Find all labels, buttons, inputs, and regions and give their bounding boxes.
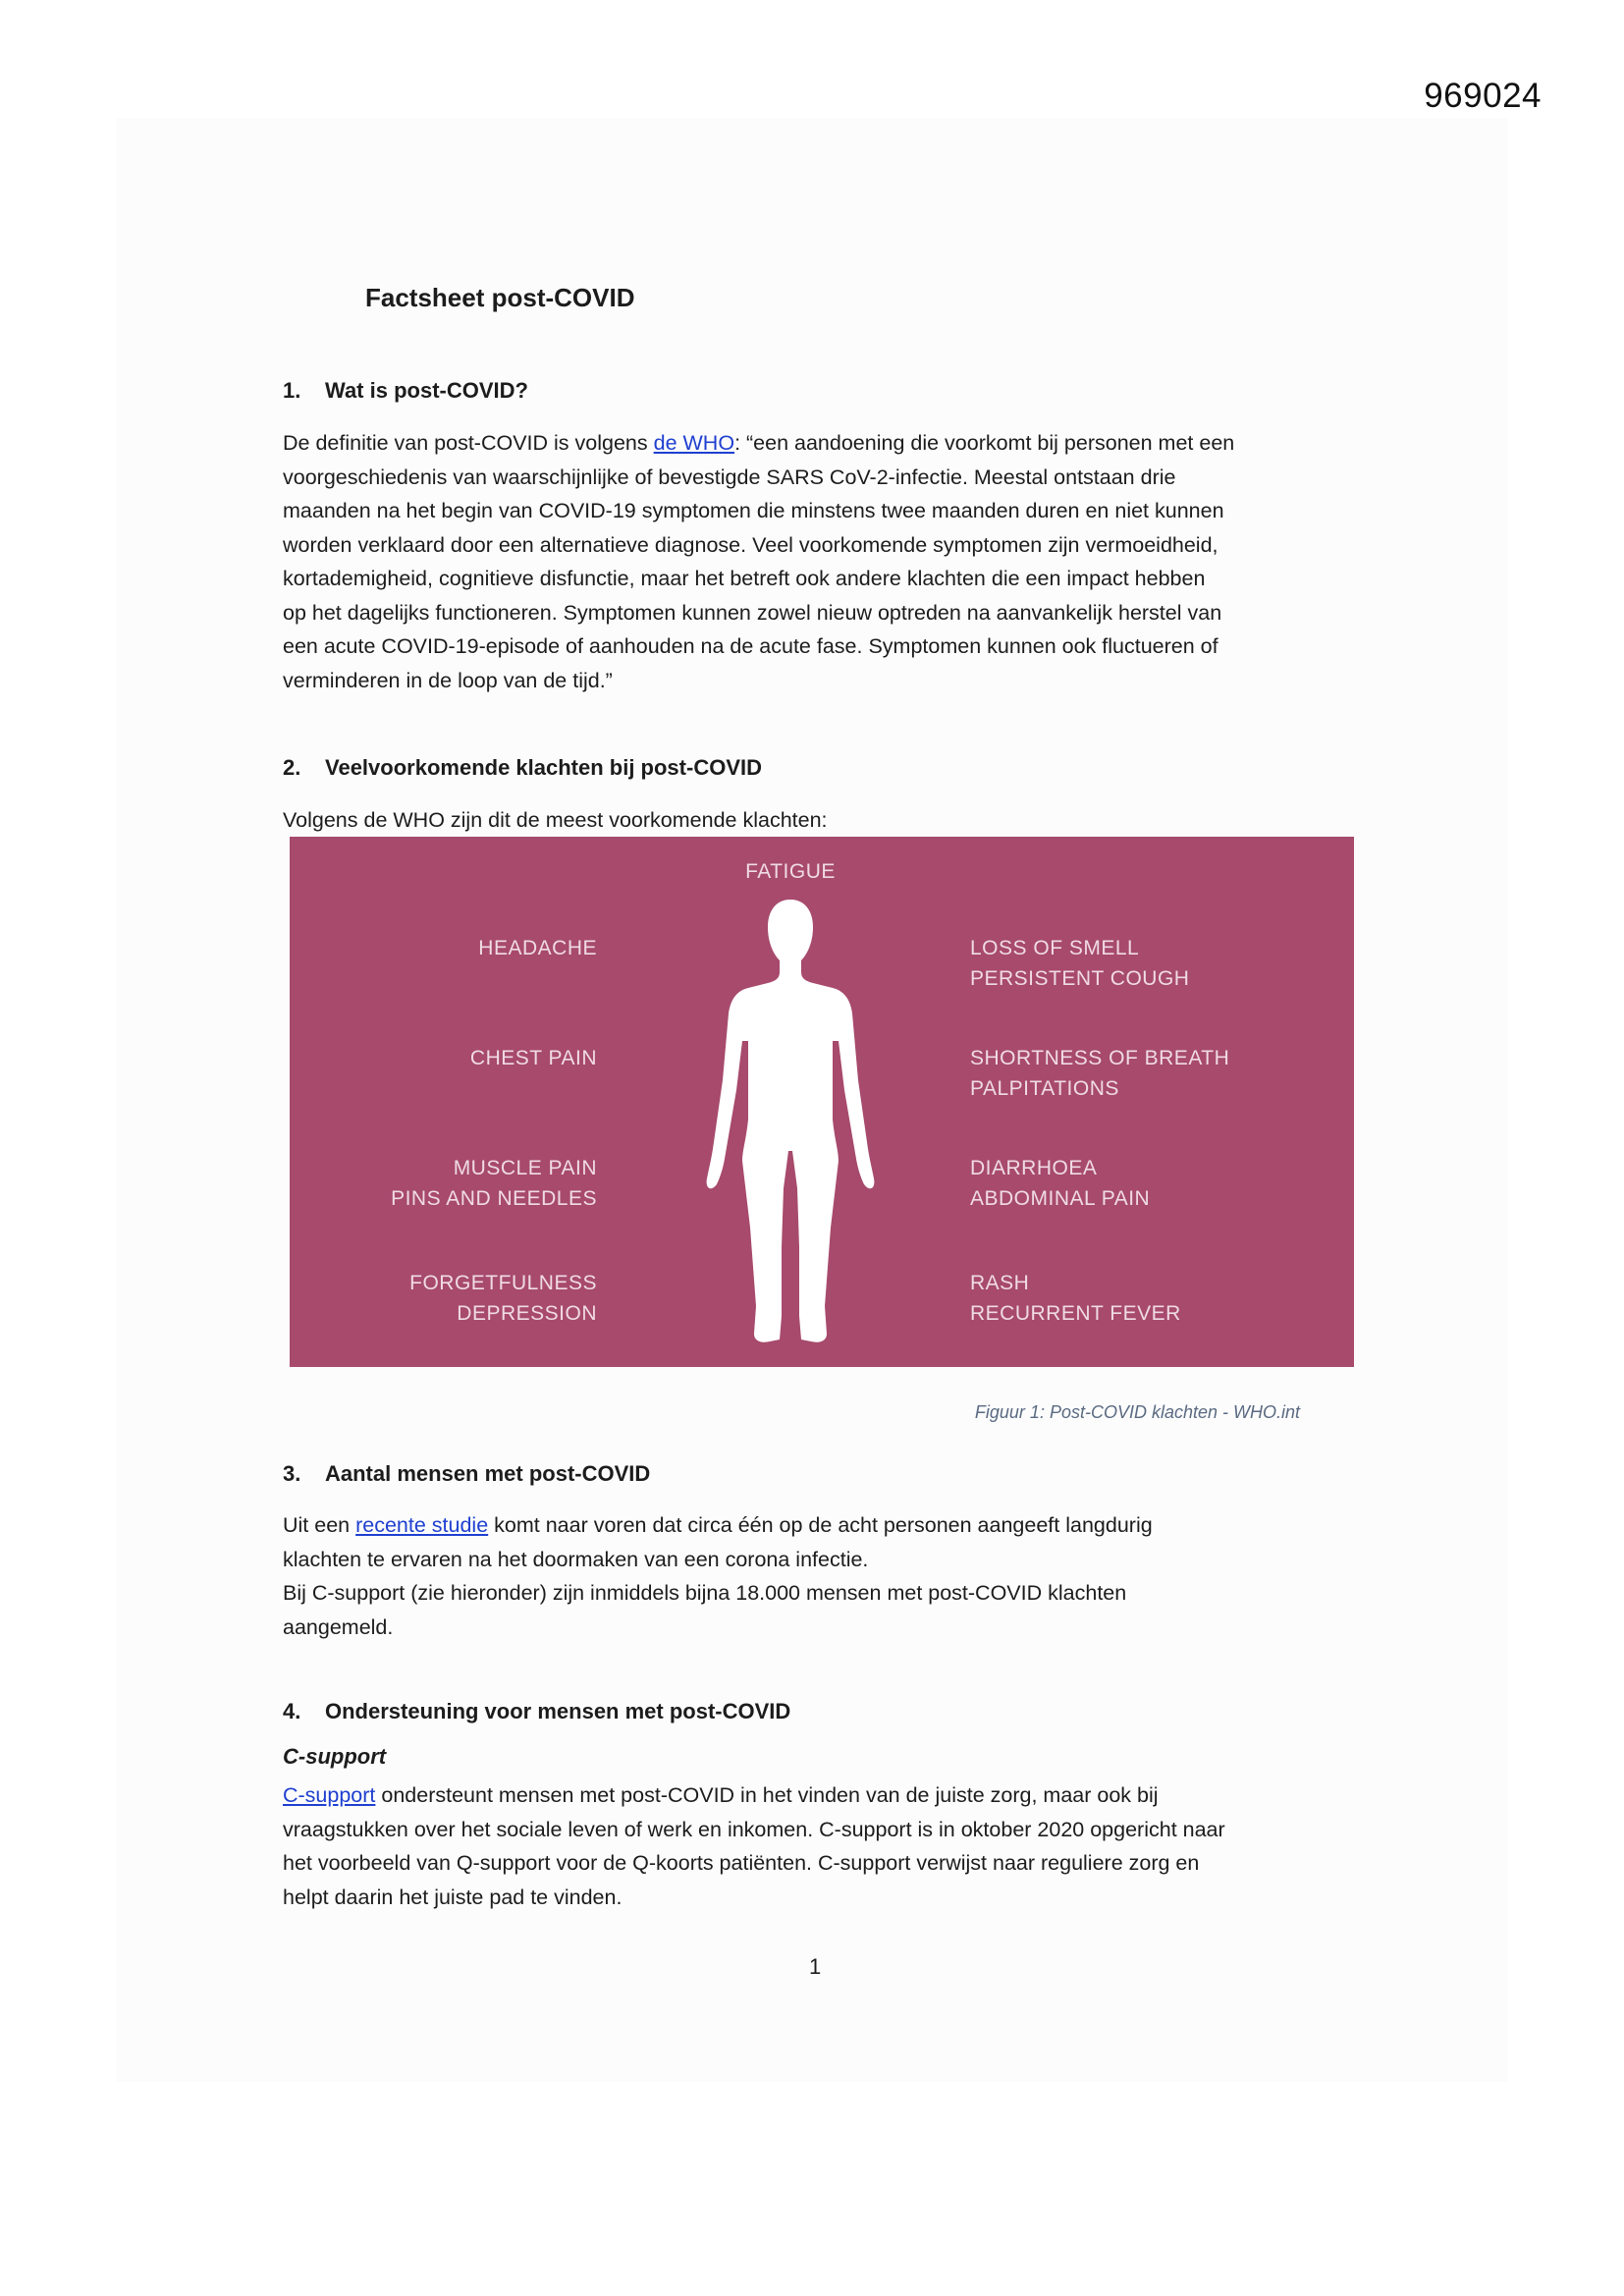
section-title: Veelvoorkomende klachten bij post-COVID	[325, 755, 762, 780]
text-line: op het dagelijks functioneren. Symptomen kunnen zowel nieuw optreden na aanvankelijk herstel van	[283, 600, 1222, 625]
section-title: Ondersteuning voor mensen met post-COVID	[325, 1699, 791, 1723]
figure-label-right-2: SHORTNESS OF BREATH PALPITATIONS	[970, 1047, 1230, 1100]
text-line: Volgens de WHO zijn dit de meest voorkomende klachten:	[283, 808, 828, 832]
who-link[interactable]: de WHO	[653, 431, 735, 455]
text-line: verminderen in de loop van de tijd.”	[283, 668, 613, 692]
text-line: voorgeschiedenis van waarschijnlijke of bevestigde SARS CoV-2-infectie. Meestal ontstaan drie	[283, 465, 1176, 489]
page-title: Factsheet post-COVID	[365, 283, 635, 312]
text-line: klachten te ervaren na het doormaken van een corona infectie.	[283, 1547, 869, 1571]
page-number: 1	[809, 1954, 822, 1979]
text-line: helpt daarin het juiste pad te vinden.	[283, 1885, 623, 1909]
text-line: C-support ondersteunt mensen met post-COVID in het vinden van de juiste zorg, maar ook bij	[283, 1783, 1159, 1807]
symptoms-figure	[290, 837, 1354, 1367]
text-line: maanden na het begin van COVID-19 symptomen die minstens twee maanden duren en niet kunnen	[283, 499, 1224, 522]
section-3-paragraph	[283, 1508, 1363, 1644]
text-line: het voorbeeld van Q-support voor de Q-koorts patiënten. C-support verwijst naar reguliere zorg en	[283, 1851, 1200, 1875]
section-3-heading	[283, 1461, 650, 1487]
figure-label-left-4: FORGETFULNESS DEPRESSION	[409, 1272, 597, 1325]
document-id: 969024	[1424, 77, 1542, 115]
section-2-intro	[283, 803, 1363, 838]
figure-label-left-3: MUSCLE PAIN PINS AND NEEDLES	[391, 1157, 597, 1210]
figure-label-right-1: LOSS OF SMELL PERSISTENT COUGH	[970, 937, 1190, 990]
section-1-paragraph	[283, 426, 1363, 697]
section-number: 3.	[283, 1461, 301, 1486]
text-line: Uit een recente studie komt naar voren dat circa één op de acht personen aangeeft langdurig	[283, 1513, 1153, 1537]
figure-label-right-4: RASH RECURRENT FEVER	[970, 1272, 1181, 1325]
section-title: Aantal mensen met post-COVID	[325, 1461, 651, 1486]
figure-label-left-1: HEADACHE	[478, 937, 597, 959]
recent-study-link[interactable]: recente studie	[355, 1513, 489, 1537]
figure-caption: Figuur 1: Post-COVID klachten - WHO.int	[974, 1402, 1300, 1422]
section-1-heading	[283, 378, 528, 404]
figure-label-top: FATIGUE	[745, 860, 836, 883]
text-line: De definitie van post-COVID is volgens de WHO: “een aandoening die voorkomt bij personen met een	[283, 431, 1235, 455]
text-line: Bij C-support (zie hieronder) zijn inmiddels bijna 18.000 mensen met post-COVID klachten	[283, 1581, 1127, 1605]
c-support-link[interactable]: C-support	[283, 1783, 376, 1807]
figure-label-right-3: DIARRHOEA ABDOMINAL PAIN	[970, 1157, 1151, 1210]
c-support-subheading: C-support	[283, 1744, 387, 1769]
figure-label-left-2: CHEST PAIN	[469, 1047, 597, 1069]
text-line: een acute COVID-19-episode of aanhouden na de acute fase. Symptomen kunnen ook fluctueren of	[283, 634, 1218, 658]
section-number: 1.	[283, 378, 301, 403]
section-4-heading	[283, 1699, 790, 1724]
section-number: 4.	[283, 1699, 301, 1723]
human-body-silhouette-icon	[697, 894, 884, 1345]
section-2-heading	[283, 755, 762, 781]
text-line: worden verklaard door een alternatieve diagnose. Veel voorkomende symptomen zijn vermoeidheid,	[283, 532, 1218, 557]
section-title: Wat is post-COVID?	[325, 378, 528, 403]
text-line: vraagstukken over het sociale leven of werk en inkomen. C-support is in oktober 2020 opgericht naar	[283, 1817, 1225, 1841]
section-number: 2.	[283, 755, 301, 780]
text-line: kortademigheid, cognitieve disfunctie, maar het betreft ook andere klachten die een impact hebben	[283, 567, 1206, 590]
text-line: aangemeld.	[283, 1614, 394, 1639]
section-4-paragraph	[283, 1778, 1363, 1914]
